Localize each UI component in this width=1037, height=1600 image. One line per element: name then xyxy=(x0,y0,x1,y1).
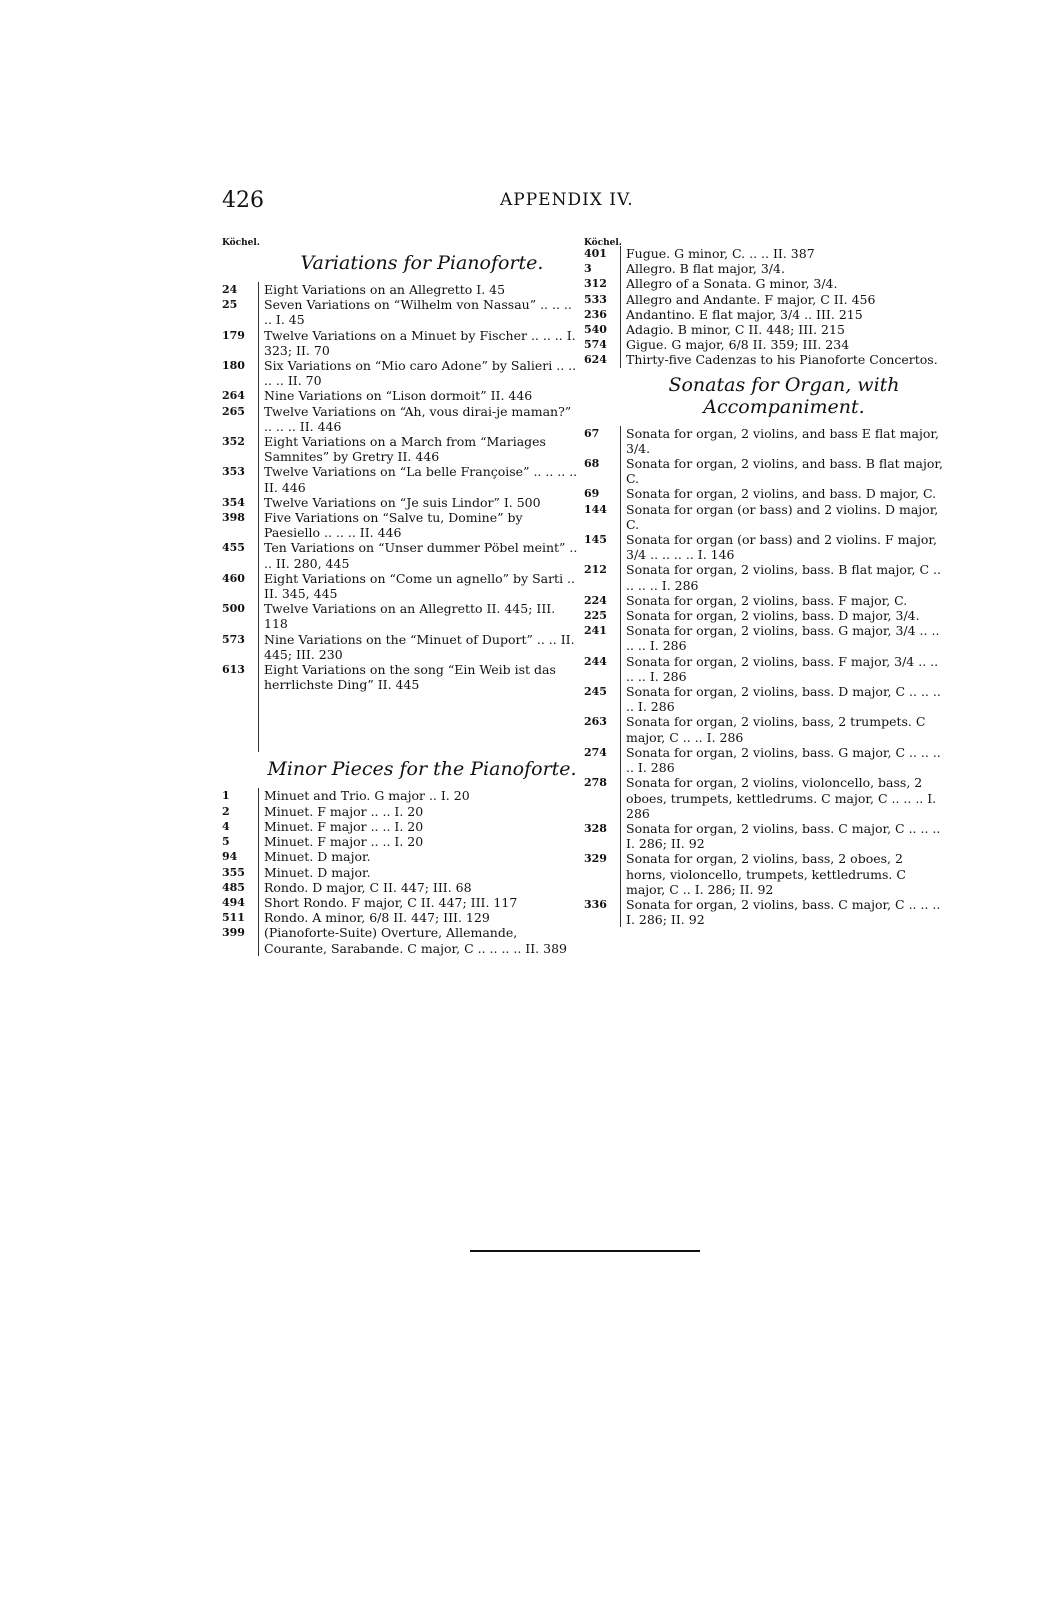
kochel-number: 533 xyxy=(584,292,607,306)
index-entry xyxy=(222,464,582,494)
pianoforte-pieces-list xyxy=(584,246,944,368)
kochel-number: 224 xyxy=(584,593,607,607)
index-entry xyxy=(584,623,944,653)
kochel-number: 494 xyxy=(222,895,245,909)
index-entry xyxy=(222,910,582,925)
page-header xyxy=(222,188,962,218)
organ-sonatas-list xyxy=(584,426,944,928)
kochel-number: 24 xyxy=(222,283,238,296)
entry-text: Sonata for organ, 2 violins, bass. G major, 3/4 .. .. .. .. I. 286 xyxy=(620,623,944,653)
kochel-number: 68 xyxy=(584,457,600,471)
kochel-label: Köchel. xyxy=(222,238,260,248)
kochel-number: 244 xyxy=(584,654,607,668)
index-entry xyxy=(584,426,944,456)
kochel-number: 245 xyxy=(584,685,607,699)
kochel-number: 540 xyxy=(584,323,607,337)
entry-text: Allegro of a Sonata. G minor, 3/4. xyxy=(620,276,944,291)
kochel-number: 1 xyxy=(222,789,230,803)
index-entry xyxy=(584,684,944,714)
kochel-number: 179 xyxy=(222,328,245,342)
entry-text: Rondo. A minor, 6/8 II. 447; III. 129 xyxy=(258,910,582,925)
entry-text: Rondo. D major, C II. 447; III. 68 xyxy=(258,880,582,895)
index-entry xyxy=(584,307,944,322)
entry-text: Ten Variations on “Unser dummer Pöbel meint” .. .. II. 280, 445 xyxy=(258,540,582,570)
entry-text: Twelve Variations on “Je suis Lindor” I. 500 xyxy=(258,495,582,510)
running-head: APPENDIX IV. xyxy=(500,190,634,210)
kochel-number: 574 xyxy=(584,338,607,352)
kochel-number: 455 xyxy=(222,541,245,555)
entry-text: Sonata for organ, 2 violins, bass, 2 oboes, 2 horns, violoncello, trumpets, kettledrums. C major, C .. I. 286; II. 92 xyxy=(620,851,944,897)
entry-text: Eight Variations on the song “Ein Weib ist das herrlichste Ding” II. 445 xyxy=(258,662,582,692)
index-entry xyxy=(222,834,582,849)
kochel-number: 67 xyxy=(584,426,600,440)
kochel-number: 144 xyxy=(584,502,607,516)
entry-text: Twelve Variations on a Minuet by Fischer .. .. .. I. 323; II. 70 xyxy=(258,328,582,358)
index-entry xyxy=(222,297,582,327)
index-entry xyxy=(222,632,582,662)
index-entry xyxy=(222,662,582,692)
kochel-number: 624 xyxy=(584,353,607,367)
index-entry xyxy=(584,745,944,775)
index-entry xyxy=(584,261,944,276)
kochel-number: 274 xyxy=(584,745,607,759)
index-entry xyxy=(222,788,582,803)
entry-text: Adagio. B minor, C II. 448; III. 215 xyxy=(620,322,944,337)
index-entry xyxy=(584,714,944,744)
kochel-number: 263 xyxy=(584,715,607,729)
kochel-number: 265 xyxy=(222,404,245,418)
kochel-number: 573 xyxy=(222,632,245,646)
kochel-number: 264 xyxy=(222,389,245,403)
entry-text: Thirty-five Cadenzas to his Pianoforte Concertos. xyxy=(620,352,944,367)
kochel-number: 25 xyxy=(222,298,238,312)
index-entry xyxy=(222,434,582,464)
kochel-number: 353 xyxy=(222,465,245,479)
entry-text: Sonata for organ, 2 violins, violoncello, bass, 2 oboes, trumpets, kettledrums. C major, C .. .. .. I. 286 xyxy=(620,775,944,821)
index-entry xyxy=(222,328,582,358)
minor-pieces-list xyxy=(222,788,582,955)
index-entry xyxy=(222,510,582,540)
index-entry xyxy=(222,804,582,819)
index-entry xyxy=(584,337,944,352)
index-entry xyxy=(222,388,582,403)
index-entry xyxy=(584,775,944,821)
end-rule xyxy=(470,1250,700,1252)
index-entry xyxy=(584,502,944,532)
index-entry xyxy=(584,821,944,851)
entry-text: Gigue. G major, 6/8 II. 359; III. 234 xyxy=(620,337,944,352)
kochel-number: 236 xyxy=(584,307,607,321)
kochel-number: 500 xyxy=(222,602,245,616)
entry-text: Five Variations on “Salve tu, Domine” by Paesiello .. .. .. II. 446 xyxy=(258,510,582,540)
entry-text: Sonata for organ, 2 violins, bass. D major, 3/4. xyxy=(620,608,944,623)
index-entry xyxy=(584,352,944,367)
kochel-number: 355 xyxy=(222,865,245,879)
kochel-number: 2 xyxy=(222,804,230,818)
index-entry xyxy=(222,404,582,434)
kochel-number: 225 xyxy=(584,609,607,623)
kochel-number: 241 xyxy=(584,624,607,638)
kochel-number: 3 xyxy=(584,262,592,276)
kochel-number: 399 xyxy=(222,926,245,940)
entry-text: Seven Variations on “Wilhelm von Nassau” .. .. .. .. I. 45 xyxy=(258,297,582,327)
entry-text: Eight Variations on a March from “Mariages Samnites” by Gretry II. 446 xyxy=(258,434,582,464)
kochel-number: 329 xyxy=(584,852,607,866)
kochel-number: 4 xyxy=(222,819,230,833)
index-entry xyxy=(584,851,944,897)
entry-text: Eight Variations on an Allegretto I. 45 xyxy=(258,282,582,297)
index-entry xyxy=(584,292,944,307)
section-title-minor-pieces: Minor Pieces for the Pianoforte. xyxy=(267,758,577,781)
kochel-number: 5 xyxy=(222,835,230,849)
column-spacer xyxy=(258,692,582,752)
entry-text: Nine Variations on the “Minuet of Duport” .. .. II. 445; III. 230 xyxy=(258,632,582,662)
section-title-organ-sonatas: Sonatas for Organ, with Accompaniment. xyxy=(668,373,900,418)
kochel-number: 352 xyxy=(222,435,245,449)
entry-text: Sonata for organ, 2 violins, bass, 2 trumpets. C major, C .. .. I. 286 xyxy=(620,714,944,744)
kochel-number: 328 xyxy=(584,821,607,835)
kochel-number: 485 xyxy=(222,880,245,894)
entry-text: Minuet. F major .. .. I. 20 xyxy=(258,819,582,834)
index-entry xyxy=(222,880,582,895)
index-entry xyxy=(222,601,582,631)
index-entry xyxy=(584,276,944,291)
index-entry xyxy=(222,925,582,955)
entry-text: Sonata for organ, 2 violins, bass. C major, C .. .. .. I. 286; II. 92 xyxy=(620,821,944,851)
entry-text: Minuet. D major. xyxy=(258,865,582,880)
entry-text: Twelve Variations on “La belle Françoise” .. .. .. .. II. 446 xyxy=(258,464,582,494)
index-entry xyxy=(584,246,944,261)
index-entry xyxy=(222,282,582,297)
kochel-number: 401 xyxy=(584,247,607,260)
entry-text: Six Variations on “Mio caro Adone” by Salieri .. .. .. .. II. 70 xyxy=(258,358,582,388)
index-entry xyxy=(222,571,582,601)
section-title-variations: Variations for Pianoforte. xyxy=(300,252,544,274)
kochel-label: Köchel. xyxy=(584,238,622,248)
entry-text: Allegro and Andante. F major, C II. 456 xyxy=(620,292,944,307)
kochel-number: 69 xyxy=(584,487,600,501)
entry-text: Sonata for organ, 2 violins, bass. F major, C. xyxy=(620,593,944,608)
entry-text: Sonata for organ, 2 violins, bass. D major, C .. .. .. .. I. 286 xyxy=(620,684,944,714)
entry-text: Twelve Variations on “Ah, vous dirai-je maman?” .. .. .. II. 446 xyxy=(258,404,582,434)
index-entry xyxy=(222,849,582,864)
index-entry xyxy=(584,562,944,592)
kochel-number: 460 xyxy=(222,571,245,585)
index-entry xyxy=(222,895,582,910)
index-entry xyxy=(222,819,582,834)
entry-text: Minuet and Trio. G major .. I. 20 xyxy=(258,788,582,803)
kochel-number: 336 xyxy=(584,897,607,911)
index-entry xyxy=(584,322,944,337)
index-entry xyxy=(584,593,944,608)
entry-text: Eight Variations on “Come un agnello” by Sarti .. II. 345, 445 xyxy=(258,571,582,601)
kochel-number: 180 xyxy=(222,359,245,373)
kochel-number: 278 xyxy=(584,776,607,790)
right-column xyxy=(584,236,944,927)
entry-text: Andantino. E flat major, 3/4 .. III. 215 xyxy=(620,307,944,322)
entry-text: Twelve Variations on an Allegretto II. 445; III. 118 xyxy=(258,601,582,631)
index-entry xyxy=(222,495,582,510)
kochel-number: 145 xyxy=(584,533,607,547)
entry-text: Fugue. G minor, C. .. .. II. 387 xyxy=(620,246,944,261)
index-entry xyxy=(584,608,944,623)
index-entry xyxy=(222,358,582,388)
kochel-number: 613 xyxy=(222,663,245,677)
entry-text: Minuet. F major .. .. I. 20 xyxy=(258,804,582,819)
kochel-number: 212 xyxy=(584,563,607,577)
kochel-number: 511 xyxy=(222,911,245,925)
index-entry xyxy=(584,456,944,486)
entry-text: Sonata for organ, 2 violins, and bass E flat major, 3/4. xyxy=(620,426,944,456)
index-entry xyxy=(222,540,582,570)
index-entry xyxy=(584,654,944,684)
entry-text: Sonata for organ, 2 violins, and bass. B flat major, C. xyxy=(620,456,944,486)
index-entry xyxy=(222,865,582,880)
left-column xyxy=(222,236,582,956)
entry-text: Sonata for organ (or bass) and 2 violins. F major, 3/4 .. .. .. .. I. 146 xyxy=(620,532,944,562)
entry-text: Minuet. F major .. .. I. 20 xyxy=(258,834,582,849)
kochel-number: 354 xyxy=(222,495,245,509)
entry-text: Short Rondo. F major, C II. 447; III. 117 xyxy=(258,895,582,910)
index-entry xyxy=(584,897,944,927)
entry-text: Sonata for organ, 2 violins, and bass. D major, C. xyxy=(620,486,944,501)
entry-text: Sonata for organ, 2 violins, bass. C major, C .. .. .. I. 286; II. 92 xyxy=(620,897,944,927)
entry-text: Sonata for organ, 2 violins, bass. B flat major, C .. .. .. .. I. 286 xyxy=(620,562,944,592)
entry-text: Sonata for organ, 2 violins, bass. G major, C .. .. .. .. I. 286 xyxy=(620,745,944,775)
entry-text: Nine Variations on “Lison dormoit” II. 446 xyxy=(258,388,582,403)
index-entry xyxy=(584,486,944,501)
entry-text: Minuet. D major. xyxy=(258,849,582,864)
entry-text: Allegro. B flat major, 3/4. xyxy=(620,261,944,276)
kochel-number: 312 xyxy=(584,277,607,291)
kochel-number: 398 xyxy=(222,511,245,525)
entry-text: Sonata for organ (or bass) and 2 violins. D major, C. xyxy=(620,502,944,532)
kochel-number: 94 xyxy=(222,850,238,864)
variations-list xyxy=(222,282,582,692)
index-entry xyxy=(584,532,944,562)
entry-text: Sonata for organ, 2 violins, bass. F major, 3/4 .. .. .. .. I. 286 xyxy=(620,654,944,684)
entry-text: (Pianoforte-Suite) Overture, Allemande, Courante, Sarabande. C major, C .. .. .. .. II. 389 xyxy=(258,925,582,955)
page-number: 426 xyxy=(222,188,264,213)
